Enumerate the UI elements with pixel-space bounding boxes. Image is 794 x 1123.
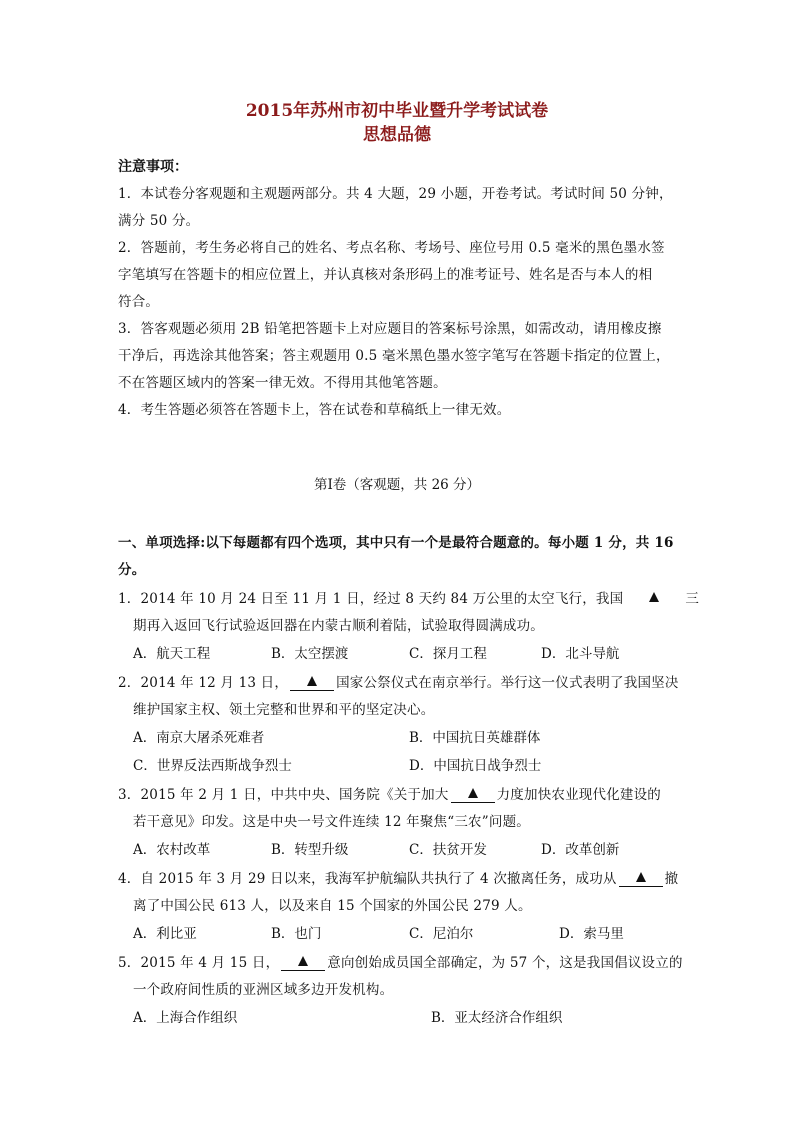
note-line: 符合。 bbox=[118, 294, 160, 310]
option-a[interactable]: A．航天工程 bbox=[133, 646, 211, 662]
blank-triangle-icon bbox=[636, 872, 646, 882]
option-b[interactable]: B．也门 bbox=[271, 926, 322, 942]
question-text: 三 bbox=[685, 591, 700, 607]
answer-blank bbox=[451, 788, 495, 803]
blank-triangle-icon bbox=[307, 676, 317, 686]
note-line: 满分 50 分。 bbox=[118, 213, 200, 229]
option-a[interactable]: A．南京大屠杀死难者 bbox=[133, 730, 265, 746]
question-5 bbox=[118, 951, 683, 971]
question-4-cont: 离了中国公民 613 人，以及来自 15 个国家的外国公民 279 人。 bbox=[133, 898, 532, 914]
option-c[interactable]: C．世界反法西斯战争烈士 bbox=[133, 758, 292, 774]
question-text: 撤 bbox=[664, 871, 679, 887]
blank-triangle-icon bbox=[649, 592, 659, 602]
blank-triangle-icon bbox=[468, 788, 478, 798]
question-1-cont: 期再入返回飞行试验返回器在内蒙古顺利着陆，试验取得圆满成功。 bbox=[133, 618, 544, 634]
section-instructions: 一、单项选择:以下每题都有四个选项，其中只有一个是最符合题意的。每小题 1 分，共 16 bbox=[118, 535, 674, 551]
option-d[interactable]: D．北斗导航 bbox=[541, 646, 620, 662]
note-line: 字笔填写在答题卡的相应位置上，并认真核对条形码上的准考证号、姓名是否与本人的相 bbox=[118, 267, 653, 283]
answer-blank bbox=[619, 872, 663, 887]
notes-heading: 注意事项： bbox=[118, 159, 188, 175]
section-instructions-cont: 分。 bbox=[118, 562, 146, 578]
question-3 bbox=[118, 783, 661, 803]
answer-blank bbox=[290, 676, 334, 691]
question-text: 3．2015 年 2 月 1 日，中共中央、国务院《关于加大 bbox=[118, 787, 449, 803]
option-b[interactable]: B．转型升级 bbox=[271, 842, 349, 858]
option-c[interactable]: C．探月工程 bbox=[409, 646, 487, 662]
question-2 bbox=[118, 671, 679, 691]
question-text: 4．自 2015 年 3 月 29 日以来，我海军护航编队共执行了 4 次撤离任务，成功从 bbox=[118, 871, 617, 887]
question-1 bbox=[118, 587, 699, 607]
question-text: 5．2015 年 4 月 15 日， bbox=[118, 955, 280, 971]
note-line: 2．答题前，考生务必将自己的姓名、考点名称、考场号、座位号用 0.5 毫米的黑色墨水签 bbox=[118, 240, 665, 256]
question-text: 1．2014 年 10 月 24 日至 11 月 1 日，经过 8 天约 84 万公里的太空飞行，我国 bbox=[118, 591, 624, 607]
option-d[interactable]: D．中国抗日战争烈士 bbox=[409, 758, 542, 774]
question-5-cont: 一个政府间性质的亚洲区域多边开发机构。 bbox=[133, 982, 394, 998]
note-line: 干净后，再选涂其他答案；答主观题用 0.5 毫米黑色墨水签字笔写在答题卡指定的位置上， bbox=[118, 348, 670, 364]
question-text: 意向创始成员国全部确定，为 57 个，这是我国倡议设立的 bbox=[327, 955, 683, 971]
option-c[interactable]: C．扶贫开发 bbox=[409, 842, 487, 858]
option-a[interactable]: A．利比亚 bbox=[133, 926, 197, 942]
note-line: 4．考生答题必须答在答题卡上，答在试卷和草稿纸上一律无效。 bbox=[118, 402, 511, 418]
question-text: 国家公祭仪式在南京举行。举行这一仪式表明了我国坚决 bbox=[336, 675, 679, 691]
option-c[interactable]: C．尼泊尔 bbox=[409, 926, 474, 942]
note-line: 1．本试卷分客观题和主观题两部分。共 4 大题，29 小题，开卷考试。考试时间 50 分钟， bbox=[118, 186, 673, 202]
exam-subject: 思想品德 bbox=[363, 125, 431, 145]
question-2-cont: 维护国家主权、领土完整和世界和平的坚定决心。 bbox=[133, 702, 435, 718]
exam-title: 2015年苏州市初中毕业暨升学考试试卷 bbox=[245, 101, 549, 121]
answer-blank bbox=[281, 956, 325, 971]
note-line: 不在答题区域内的答案一律无效。不得用其他笔答题。 bbox=[118, 375, 447, 391]
question-4 bbox=[118, 867, 678, 887]
option-d[interactable]: D．改革创新 bbox=[541, 842, 620, 858]
section-title: 第Ⅰ卷（客观题，共 26 分） bbox=[313, 477, 481, 493]
option-a[interactable]: A．上海合作组织 bbox=[133, 1010, 238, 1026]
option-b[interactable]: B．亚太经济合作组织 bbox=[431, 1010, 563, 1026]
question-3-cont: 若干意见》印发。这是中央一号文件连续 12 年聚焦“三农”问题。 bbox=[133, 814, 530, 830]
blank-triangle-icon bbox=[298, 956, 308, 966]
option-b[interactable]: B．中国抗日英雄群体 bbox=[409, 730, 541, 746]
option-a[interactable]: A．农村改革 bbox=[133, 842, 211, 858]
note-line: 3．答客观题必须用 2B 铅笔把答题卡上对应题目的答案标号涂黑，如需改动，请用橡皮擦 bbox=[118, 321, 662, 337]
question-text: 力度加快农业现代化建设的 bbox=[496, 787, 661, 803]
question-text: 2．2014 年 12 月 13 日， bbox=[118, 675, 289, 691]
option-d[interactable]: D．索马里 bbox=[559, 926, 624, 942]
option-b[interactable]: B．太空摆渡 bbox=[271, 646, 349, 662]
